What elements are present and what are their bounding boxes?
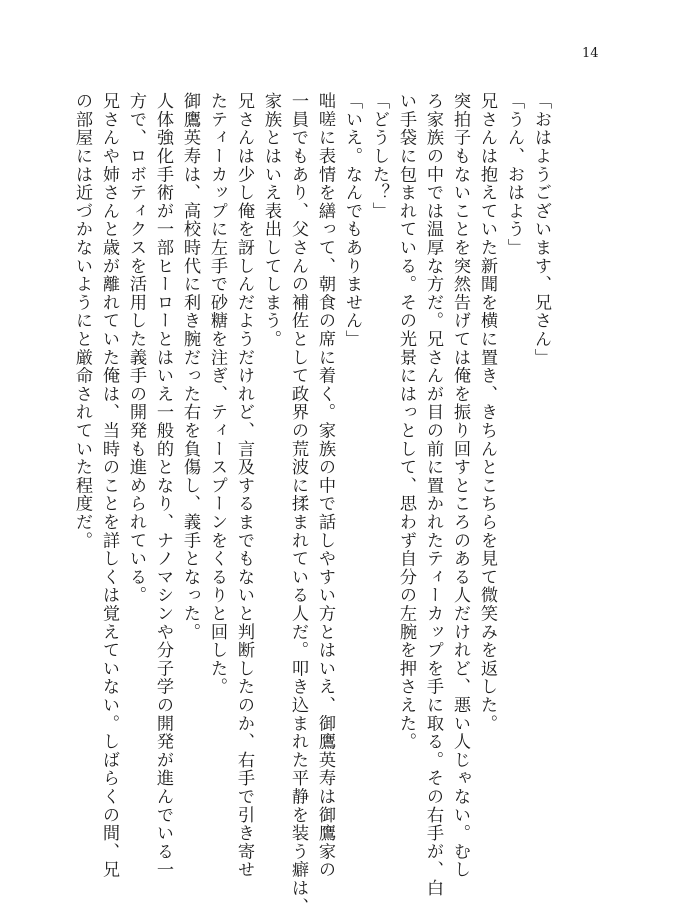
text-line: 「どうした？」 [369,92,389,221]
text-line: 「うん、おはよう」 [504,92,524,257]
text-line: ろ家族の中では温厚な方だ。兄さんが目の前に置かれたティーカップを手に取る。その右手が、白 [423,92,443,898]
text-line: 突拍子もないことを突然告げては俺を振り回すところのある人だけれど、悪い人じゃない。むし [450,92,470,879]
text-line: 御鷹英寿は、高校時代に利き腕だった右を負傷し、義手となった。 [180,92,200,641]
body-text [72,92,554,916]
text-line: 「いえ。なんでもありません」 [342,92,362,349]
text-line: の部屋には近づかないようにと厳命されていた程度だ。 [72,92,92,550]
text-line: 「おはようございます、兄さん」 [531,92,551,367]
text-line: たティーカップに左手で砂糖を注ぎ、ティースプーンをくるりと回した。 [207,92,227,696]
text-line: 兄さんや姉さんと歳が離れていた俺は、当時のことを詳しくは覚えていない。しばらくの間、兄 [99,92,119,879]
text-line: い手袋に包まれている。その光景にはっとして、思わず自分の左腕を押さえた。 [396,92,416,751]
text-line: 兄さんは抱えていた新聞を横に置き、きちんとこちらを見て微笑みを返した。 [477,92,497,733]
page-number: 14 [582,46,599,61]
text-line: 人体強化手術が一部ヒーローとはいえ一般的となり、ナノマシンや分子学の開発が進んでいる一 [153,92,173,879]
text-line: 家族とはいえ表出してしまう。 [261,92,281,349]
text-line: 方で、ロボティクスを活用した義手の開発も進められている。 [126,92,146,605]
text-line: 咄嗟に表情を繕って、朝食の席に着く。家族の中で話しやすい方とはいえ、御鷹英寿は御鷹家の [315,92,335,879]
text-line: 兄さんは少し俺を訝しんだようだけれど、言及するまでもないと判断したのか、右手で引き寄せ [234,92,254,879]
text-line: 一員でもあり、父さんの補佐として政界の荒波に揉まれている人だ。叩き込まれた平静を装う癖は、 [288,92,308,916]
